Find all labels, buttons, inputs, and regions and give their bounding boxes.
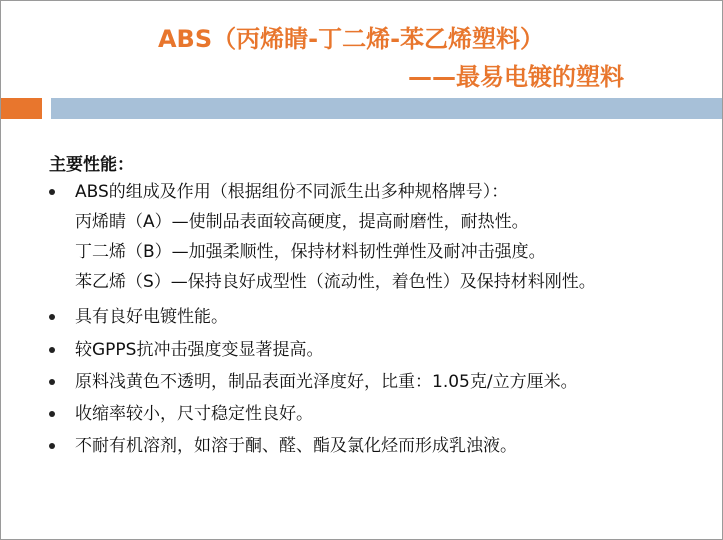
bullet-icon (49, 347, 55, 353)
bullet-icon (49, 314, 55, 320)
sub-item-text: 丙烯睛（A）—使制品表面较高硬度，提高耐磨性，耐热性。 (75, 212, 529, 232)
bullet-icon (49, 379, 55, 385)
list-item (1, 371, 722, 393)
list-item-text: 具有良好电镀性能。 (75, 307, 228, 327)
list-item-text: 较GPPS抗冲击强度变显著提高。 (75, 340, 324, 360)
sub-item-text: 丁二烯（B）—加强柔顺性，保持材料韧性弹性及耐冲击强度。 (75, 242, 546, 262)
list-item-text: 不耐有机溶剂，如溶于酮、醛、酯及氯化烃而形成乳浊液。 (75, 436, 517, 456)
list-item-text: 原料浅黄色不透明，制品表面光泽度好，比重：1.05克/立方厘米。 (75, 372, 578, 392)
sub-item (1, 211, 722, 233)
sub-item (1, 241, 722, 263)
list-item (1, 339, 722, 361)
bullet-list (1, 1, 722, 539)
list-item (1, 306, 722, 328)
sub-item (1, 271, 722, 293)
list-item-text: ABS的组成及作用（根据组份不同派生出多种规格牌号）： (75, 182, 509, 202)
list-item (1, 403, 722, 425)
list-item (1, 435, 722, 457)
bullet-icon (49, 411, 55, 417)
list-item (1, 181, 722, 203)
section-heading: 主要性能： (49, 155, 134, 175)
sub-item-text: 苯乙烯（S）—保持良好成型性（流动性，着色性）及保持材料刚性。 (75, 272, 596, 292)
bullet-icon (49, 443, 55, 449)
list-item-text: 收缩率较小，尺寸稳定性良好。 (75, 404, 313, 424)
bullet-icon (49, 189, 55, 195)
slide-title: ABS（丙烯睛-丁二烯-苯乙烯塑料） (157, 25, 545, 53)
slide-subtitle: ——最易电镀的塑料 (408, 63, 624, 91)
